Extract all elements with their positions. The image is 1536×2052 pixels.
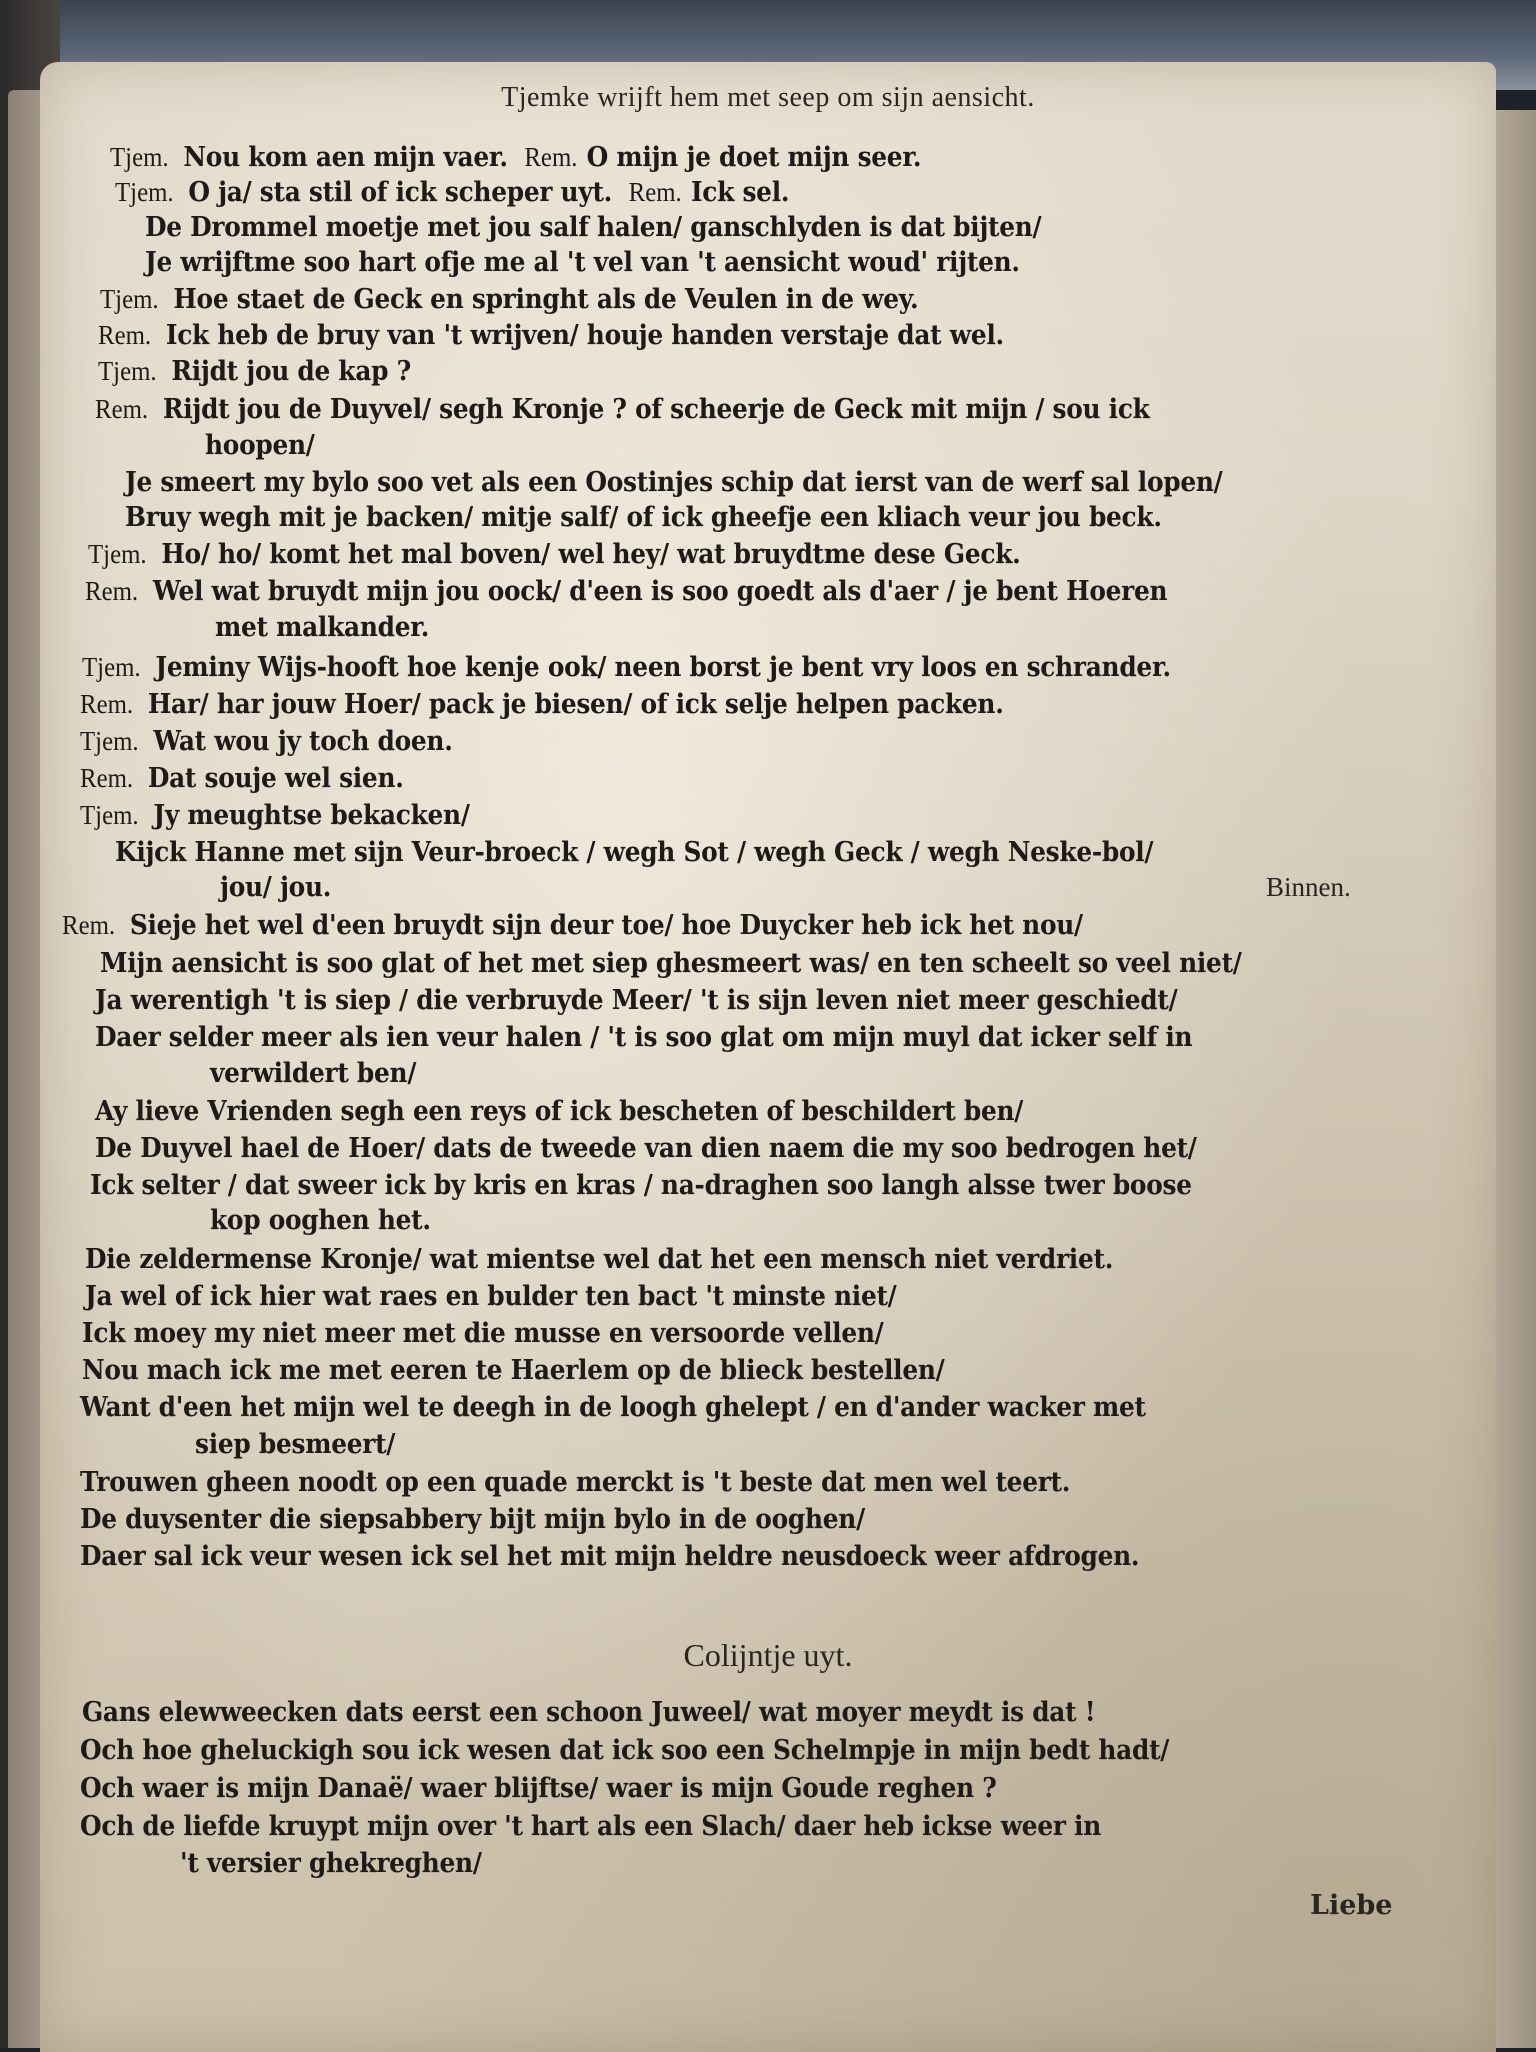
speaker-label: Tjem. xyxy=(88,539,147,569)
line-text: Nou kom aen mijn vaer. xyxy=(183,142,508,173)
dialogue-line: Bruy wegh mit je backen/ mitje salf/ of ick gheefje een kliach veur jou beck. xyxy=(125,502,1162,533)
dialogue-line: Want d'een het mijn wel te deegh in de loogh ghelept / en d'ander wacker met xyxy=(80,1392,1146,1423)
line-text: Sieje het wel d'een bruydt sijn deur toe/ hoe Duycker heb ick het nou/ xyxy=(129,910,1083,941)
dialogue-line xyxy=(95,394,1150,425)
dialogue-line xyxy=(80,726,453,757)
line-text: Hoe staet de Geck en springht als de Veulen in de wey. xyxy=(173,284,919,315)
dialogue-line xyxy=(80,689,1004,720)
line-text: Rijdt jou de kap ? xyxy=(171,356,411,387)
dialogue-line xyxy=(62,910,1083,941)
dialogue-line: Daer selder meer als ien veur halen / 't is soo glat om mijn muyl dat icker self in xyxy=(95,1022,1193,1053)
dialogue-line: Daer sal ick veur wesen ick sel het mit mijn heldre neusdoeck weer afdrogen. xyxy=(80,1541,1140,1572)
dialogue-line xyxy=(98,320,1004,351)
dialogue-line: siep besmeert/ xyxy=(195,1429,396,1460)
line-text: Har/ har jouw Hoer/ pack je biesen/ of ick selje helpen packen. xyxy=(147,689,1004,720)
dialogue-line: Ja werentigh 't is siep / die verbruyde Meer/ 't is sijn leven niet meer geschiedt/ xyxy=(95,985,1178,1016)
dialogue-line: De duysenter die siepsabbery bijt mijn bylo in de ooghen/ xyxy=(80,1504,865,1535)
line-text: Ick sel. xyxy=(690,177,790,208)
dialogue-line: De Duyvel hael de Hoer/ dats de tweede van dien naem die my soo bedrogen het/ xyxy=(95,1133,1197,1164)
dialogue-line: Ay lieve Vrienden segh een reys of ick bescheten of beschildert ben/ xyxy=(95,1096,1024,1127)
speaker-label: Rem. xyxy=(524,142,578,172)
dialogue-line: Ja wel of ick hier wat raes en bulder ten bact 't minste niet/ xyxy=(85,1281,897,1312)
dialogue-line: Ick moey my niet meer met die musse en versoorde vellen/ xyxy=(82,1318,884,1349)
dialogue-line xyxy=(82,652,1171,683)
dialogue-line: Mijn aensicht is soo glat of het met siep ghesmeert was/ en ten scheelt so veel niet/ xyxy=(100,948,1242,979)
line-text: Wat wou jy toch doen. xyxy=(153,726,453,757)
line-text: Rijdt jou de Duyvel/ segh Kronje ? of scheerje de Geck mit mijn / sou ick xyxy=(162,394,1150,425)
speaker-label: Rem. xyxy=(98,320,152,350)
line-text: Ho/ ho/ komt het mal boven/ wel hey/ wat bruydtme dese Geck. xyxy=(161,539,1021,570)
dialogue-line: kop ooghen het. xyxy=(210,1205,431,1236)
line-text: Dat souje wel sien. xyxy=(147,763,404,794)
speaker-label: Rem. xyxy=(628,177,682,207)
book-page xyxy=(40,62,1496,2052)
dialogue-line: Je smeert my bylo soo vet als een Oostinjes schip dat ierst van de werf sal lopen/ xyxy=(125,467,1223,498)
monologue-line: Gans elewweecken dats eerst een schoon Juweel/ wat moyer meydt is dat ! xyxy=(82,1697,1096,1728)
running-head: Tjemke wrijft hem met seep om sijn aensicht. xyxy=(501,82,1035,113)
line-text: Jeminy Wijs-hooft hoe kenje ook/ neen borst je bent vry loos en schrander. xyxy=(155,652,1171,683)
dialogue-line xyxy=(98,356,411,387)
dialogue-line: De Drommel moetje met jou salf halen/ ganschlyden is dat bijten/ xyxy=(145,212,1042,243)
dialogue-line: Ick selter / dat sweer ick by kris en kras / na-draghen soo langh alsse twer boose xyxy=(90,1170,1192,1201)
monologue-line: Och de liefde kruypt mijn over 't hart als een Slach/ daer heb ickse weer in xyxy=(80,1811,1101,1842)
speaker-label: Tjem. xyxy=(80,800,139,830)
dialogue-line: Trouwen gheen noodt op een quade merckt is 't beste dat men wel teert. xyxy=(80,1467,1071,1498)
dialogue-line: Die zeldermense Kronje/ wat mientse wel dat het een mensch niet verdriet. xyxy=(85,1244,1114,1275)
speaker-label: Tjem. xyxy=(82,652,141,682)
speaker-label: Rem. xyxy=(62,910,116,940)
speaker-label: Tjem. xyxy=(100,284,159,314)
speaker-label: Rem. xyxy=(85,576,139,606)
monologue-line: Och waer is mijn Danaë/ waer blijftse/ waer is mijn Goude reghen ? xyxy=(80,1773,997,1804)
dialogue-line: met malkander. xyxy=(215,612,430,643)
dialogue-line xyxy=(115,177,789,208)
dialogue-line: Nou mach ick me met eeren te Haerlem op de blieck bestellen/ xyxy=(82,1355,945,1386)
speaker-label: Tjem. xyxy=(98,356,157,386)
speaker-label: Tjem. xyxy=(110,142,169,172)
dialogue-line xyxy=(85,576,1167,607)
dialogue-line xyxy=(80,763,404,794)
dialogue-line: jou/ jou. xyxy=(220,872,332,903)
dialogue-line xyxy=(100,284,918,315)
speaker-label: Rem. xyxy=(80,763,134,793)
page-text xyxy=(40,62,1496,2052)
scene-heading: Colijntje uyt. xyxy=(683,1637,853,1673)
speaker-label: Tjem. xyxy=(80,726,139,756)
line-text: O ja/ sta stil of ick scheper uyt. xyxy=(188,177,613,208)
speaker-label: Rem. xyxy=(80,689,134,719)
stage-direction: Binnen. xyxy=(1266,872,1351,902)
line-text: O mijn je doet mijn seer. xyxy=(586,142,922,173)
line-text: Ick heb de bruy van 't wrijven/ houje handen verstaje dat wel. xyxy=(165,320,1004,351)
monologue-line: 't versier ghekreghen/ xyxy=(180,1848,482,1879)
speaker-label: Rem. xyxy=(95,394,149,424)
line-text: Jy meughtse bekacken/ xyxy=(153,800,470,831)
dialogue-line xyxy=(80,800,470,831)
speaker-label: Tjem. xyxy=(115,177,174,207)
dialogue-line xyxy=(88,539,1021,570)
catchword: Liebe xyxy=(1310,1890,1393,1921)
dialogue-line: Je wrijftme soo hart ofje me al 't vel van 't aensicht woud' rijten. xyxy=(145,247,1020,278)
dialogue-line xyxy=(110,142,921,173)
monologue-line: Och hoe gheluckigh sou ick wesen dat ick soo een Schelmpje in mijn bedt hadt/ xyxy=(80,1735,1170,1766)
dialogue-line: hoopen/ xyxy=(205,430,315,461)
line-text: Wel wat bruydt mijn jou oock/ d'een is soo goedt als d'aer / je bent Hoeren xyxy=(152,576,1168,607)
dialogue-line: verwildert ben/ xyxy=(210,1058,417,1089)
dialogue-line: Kijck Hanne met sijn Veur-broeck / wegh Sot / wegh Geck / wegh Neske-bol/ xyxy=(115,837,1154,868)
